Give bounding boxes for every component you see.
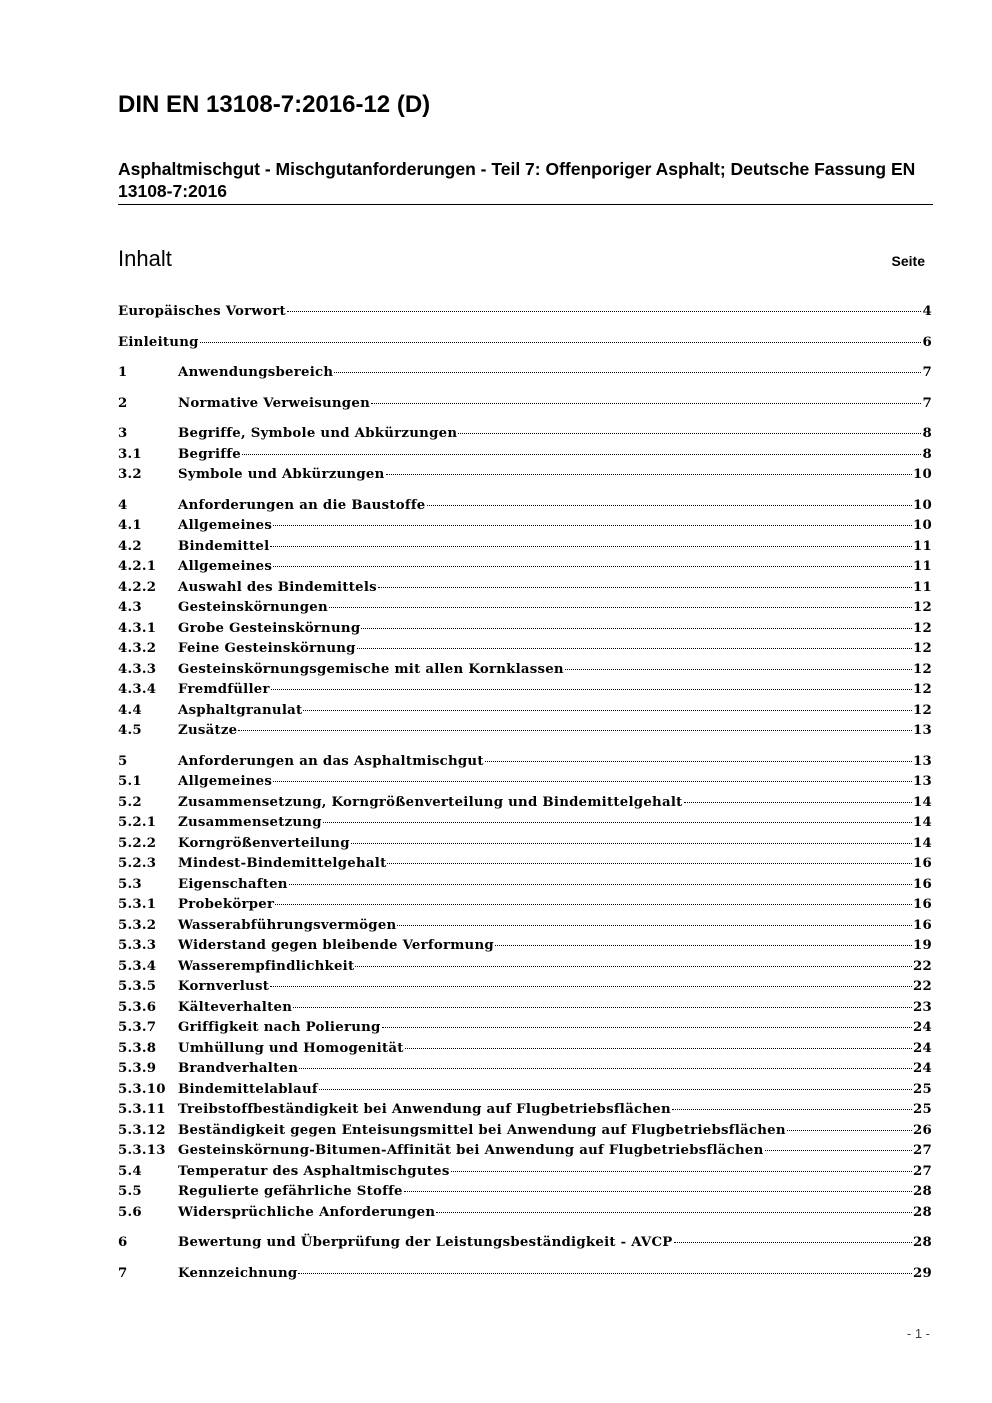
toc-entry-title: Beständigkeit gegen Enteisungsmittel bei Anwendung auf Flugbetriebsflächen [178, 1122, 786, 1138]
toc-entry-page: 8 [922, 446, 932, 462]
toc-entry[interactable] [118, 394, 932, 415]
toc-dot-leader [287, 310, 922, 312]
toc-dot-leader [672, 1108, 912, 1110]
toc-dot-leader [298, 1272, 912, 1274]
toc-entry-number: 5.2.1 [118, 815, 157, 830]
toc-entry[interactable] [118, 496, 932, 517]
toc-entry-number: 4.1 [118, 518, 142, 533]
toc-dot-leader [495, 944, 912, 946]
toc-dot-leader [200, 341, 922, 343]
toc-entry[interactable] [118, 701, 932, 722]
toc-entry-number: 5.3.1 [118, 897, 157, 912]
toc-entry-page: 24 [912, 1061, 932, 1076]
toc-entry[interactable] [118, 516, 932, 537]
toc-entry[interactable] [118, 721, 932, 742]
toc-entry[interactable] [118, 977, 932, 998]
toc-dot-leader [404, 1190, 912, 1192]
toc-entry-title: Feine Gesteinskörnung [178, 641, 356, 656]
toc-entry-page: 8 [922, 426, 932, 441]
toc-entry[interactable] [118, 1039, 932, 1060]
toc-dot-leader [485, 760, 912, 762]
toc-entry-number: 5.3.6 [118, 999, 157, 1015]
toc-dot-leader [299, 1067, 912, 1069]
toc-entry-page: 16 [912, 917, 932, 933]
toc-entry-page: 16 [912, 856, 932, 871]
toc-entry-number: 5.4 [118, 1163, 142, 1179]
toc-entry-title: Griffigkeit nach Polierung [178, 1020, 381, 1035]
toc-entry-title: Zusätze [178, 723, 238, 738]
toc-entry-page: 11 [912, 538, 932, 554]
toc-entry[interactable] [118, 660, 932, 681]
toc-dot-leader [273, 780, 912, 782]
toc-entry[interactable] [118, 1162, 932, 1183]
toc-entry-number: 5.3.9 [118, 1061, 157, 1076]
toc-dot-leader [458, 432, 921, 434]
toc-entry-title: Anforderungen an das Asphaltmischgut [178, 753, 484, 769]
toc-entry-page: 12 [912, 702, 932, 718]
toc-entry-number: 5.3 [118, 876, 142, 892]
toc-dot-leader [242, 453, 922, 455]
toc-entry-number: 5.3.2 [118, 917, 157, 933]
toc-entry-number: 6 [118, 1235, 128, 1250]
toc-entry-number: 5.3.12 [118, 1122, 166, 1138]
toc-entry[interactable] [118, 1018, 932, 1039]
toc-entry[interactable] [118, 916, 932, 937]
toc-entry-page: 10 [912, 467, 932, 482]
toc-entry[interactable] [118, 1100, 932, 1121]
toc-entry-number: 4 [118, 497, 128, 513]
toc-dot-leader [361, 627, 912, 629]
toc-entry-page: 7 [922, 365, 932, 380]
toc-entry[interactable] [118, 998, 932, 1019]
toc-entry-page: 14 [912, 815, 932, 830]
toc-dot-leader [273, 565, 912, 567]
toc-entry-page: 26 [912, 1122, 932, 1138]
toc-entry-page: 25 [912, 1081, 932, 1097]
toc-entry-number: 4.3 [118, 600, 142, 615]
toc-entry-page: 4 [922, 304, 932, 319]
page-number: - 1 - [906, 1326, 930, 1341]
toc-dot-leader [378, 586, 912, 588]
document-title: Asphaltmischgut - Mischgutanforderungen - Teil 7: Offenporiger Asphalt; Deutsche Fassung EN 13108-7:2016 [118, 158, 933, 205]
toc-entry[interactable] [118, 333, 932, 354]
toc-entry-page: 11 [912, 579, 932, 595]
toc-entry-page: 13 [912, 753, 932, 769]
toc-dot-leader [357, 647, 912, 649]
toc-entry-number: 5.3.3 [118, 938, 157, 953]
toc-dot-leader [684, 801, 912, 803]
toc-entry-page: 12 [912, 620, 932, 636]
toc-entry-title: Mindest-Bindemittelgehalt [178, 856, 387, 871]
toc-entry-number: 5.2.3 [118, 856, 157, 871]
toc-entry-page: 28 [912, 1184, 932, 1199]
toc-entry[interactable] [118, 793, 932, 814]
toc-entry-number: 5.1 [118, 774, 142, 789]
toc-entry[interactable] [118, 1264, 932, 1285]
toc-entry[interactable] [118, 302, 932, 323]
toc-entry-title: Umhüllung und Homogenität [178, 1040, 404, 1056]
toc-entry-title: Kennzeichnung [178, 1265, 298, 1281]
toc-entry[interactable] [118, 854, 932, 875]
toc-entry-title: Bindemittelablauf [178, 1081, 318, 1097]
toc-dot-leader [319, 1088, 912, 1090]
toc-entry[interactable] [118, 680, 932, 701]
document-id: DIN EN 13108-7:2016-12 (D) [118, 91, 431, 118]
toc-entry-page: 6 [922, 334, 932, 350]
toc-entry-page: 13 [912, 723, 932, 738]
toc-entry-page: 7 [922, 395, 932, 411]
toc-page-label: Seite [891, 253, 925, 269]
toc-entry-title: Zusammensetzung [178, 815, 322, 830]
toc-entry[interactable] [118, 598, 932, 619]
toc-entry-page: 24 [912, 1040, 932, 1056]
toc-entry[interactable] [118, 936, 932, 957]
toc-entry-title: Kälteverhalten [178, 999, 293, 1015]
toc-entry-page: 14 [912, 835, 932, 851]
toc-entry-number: 4.2.2 [118, 579, 157, 595]
toc-entry[interactable] [118, 834, 932, 855]
toc-dot-leader [451, 1170, 912, 1172]
toc-entry-number: 5.5 [118, 1184, 142, 1199]
toc-entry-title: Asphaltgranulat [178, 702, 303, 718]
toc-entry-number: 5.6 [118, 1204, 142, 1220]
toc-dot-leader [273, 524, 912, 526]
toc-dot-leader [382, 1026, 912, 1028]
toc-dot-leader [371, 402, 921, 404]
toc-entry-page: 22 [912, 979, 932, 994]
toc-entry-title: Widerstand gegen bleibende Verformung [178, 938, 494, 953]
toc-entry[interactable] [118, 772, 932, 793]
toc-entry-number: 7 [118, 1265, 128, 1281]
toc-entry-title: Begriffe, Symbole und Abkürzungen [178, 426, 458, 441]
toc-entry-number: 4.3.3 [118, 661, 157, 677]
toc-entry[interactable] [118, 557, 932, 578]
toc-dot-leader [674, 1241, 912, 1243]
toc-entry-title: Brandverhalten [178, 1061, 299, 1076]
toc-entry[interactable] [118, 1233, 932, 1254]
toc-entry-page: 23 [912, 999, 932, 1015]
toc-dot-leader [355, 965, 912, 967]
toc-entry-title: Wasserabführungsvermögen [178, 917, 397, 933]
toc-entry-page: 29 [912, 1265, 932, 1281]
toc-entry[interactable] [118, 1182, 932, 1203]
toc-entry-page: 28 [912, 1235, 932, 1250]
toc-entry-page: 10 [912, 497, 932, 513]
toc-entry-title: Anforderungen an die Baustoffe [178, 497, 426, 513]
toc-entry-title: Allgemeines [178, 518, 273, 533]
toc-entry-page: 22 [912, 958, 932, 974]
toc-dot-leader [289, 883, 912, 885]
toc-entry-number: 4.3.1 [118, 620, 157, 636]
toc-entry-number: 2 [118, 395, 128, 411]
toc-entry[interactable] [118, 957, 932, 978]
toc-entry-title: Wasserempfindlichkeit [178, 958, 355, 974]
toc-entry-title: Probekörper [178, 897, 275, 912]
toc-entry-title: Symbole und Abkürzungen [178, 467, 385, 482]
toc-entry-title: Grobe Gesteinskörnung [178, 620, 361, 636]
toc-entry-title: Normative Verweisungen [178, 395, 370, 411]
toc-entry-number: 4.3.4 [118, 682, 157, 697]
toc-dot-leader [323, 821, 912, 823]
toc-entry-title: Allgemeines [178, 559, 273, 574]
toc-entry-page: 19 [912, 938, 932, 953]
toc-entry[interactable] [118, 578, 932, 599]
toc-heading: Inhalt [118, 246, 172, 271]
toc-entry-page: 13 [912, 774, 932, 789]
toc-dot-leader [270, 985, 912, 987]
toc-entry[interactable] [118, 619, 932, 640]
toc-entry-title: Europäisches Vorwort [118, 304, 286, 319]
toc-entry-page: 12 [912, 661, 932, 677]
toc-dot-leader [427, 504, 912, 506]
toc-entry[interactable] [118, 363, 932, 384]
toc-entry-number: 5.3.10 [118, 1081, 166, 1097]
toc-entry-page: 16 [912, 876, 932, 892]
toc-entry-title: Anwendungsbereich [178, 365, 334, 380]
toc-entry-page: 16 [912, 897, 932, 912]
toc-entry[interactable] [118, 752, 932, 773]
toc-entry[interactable] [118, 1059, 932, 1080]
toc-dot-leader [386, 473, 912, 475]
toc-entry[interactable] [118, 537, 932, 558]
toc-dot-leader [436, 1211, 912, 1213]
toc-dot-leader [303, 709, 912, 711]
toc-entry-page: 14 [912, 794, 932, 810]
toc-entry-number: 3 [118, 426, 128, 441]
toc-dot-leader [405, 1047, 912, 1049]
table-of-contents [118, 302, 932, 1284]
toc-entry-page: 24 [912, 1020, 932, 1035]
toc-entry-title: Widersprüchliche Anforderungen [178, 1204, 436, 1220]
toc-entry-page: 12 [912, 600, 932, 615]
toc-entry[interactable] [118, 465, 932, 486]
toc-entry-number: 5.3.11 [118, 1102, 166, 1117]
toc-entry-page: 10 [912, 518, 932, 533]
toc-entry-number: 5.2.2 [118, 835, 157, 851]
toc-entry-page: 28 [912, 1204, 932, 1220]
toc-entry-number: 4.2 [118, 538, 142, 554]
toc-entry[interactable] [118, 1203, 932, 1224]
toc-entry-page: 11 [912, 559, 932, 574]
toc-entry-title: Regulierte gefährliche Stoffe [178, 1184, 403, 1199]
toc-dot-leader [787, 1129, 912, 1131]
toc-entry-title: Zusammensetzung, Korngrößenverteilung und Bindemittelgehalt [178, 794, 683, 810]
toc-entry-page: 27 [912, 1163, 932, 1179]
toc-dot-leader [565, 668, 912, 670]
toc-entry-page: 12 [912, 641, 932, 656]
toc-dot-leader [351, 842, 912, 844]
toc-entry-number: 5.3.4 [118, 958, 157, 974]
toc-entry-number: 5.3.5 [118, 979, 157, 994]
toc-entry-title: Korngrößenverteilung [178, 835, 350, 851]
toc-dot-leader [293, 1006, 912, 1008]
toc-entry-page: 12 [912, 682, 932, 697]
toc-entry-number: 5.3.8 [118, 1040, 157, 1056]
toc-dot-leader [334, 371, 921, 373]
toc-entry-title: Fremdfüller [178, 682, 270, 697]
toc-dot-leader [271, 688, 912, 690]
toc-entry[interactable] [118, 424, 932, 445]
toc-entry-number: 4.5 [118, 723, 142, 738]
toc-entry-number: 5 [118, 753, 128, 769]
toc-dot-leader [329, 606, 912, 608]
toc-dot-leader [275, 903, 912, 905]
toc-entry-page: 27 [912, 1143, 932, 1158]
toc-entry-title: Bindemittel [178, 538, 270, 554]
toc-entry-number: 3.2 [118, 467, 142, 482]
toc-entry-title: Treibstoffbeständigkeit bei Anwendung auf Flugbetriebsflächen [178, 1102, 671, 1117]
toc-entry-title: Gesteinskörnung-Bitumen-Affinität bei Anwendung auf Flugbetriebsflächen [178, 1143, 764, 1158]
toc-dot-leader [238, 729, 912, 731]
toc-entry-title: Begriffe [178, 446, 241, 462]
toc-entry-number: 3.1 [118, 446, 142, 462]
toc-entry-number: 4.2.1 [118, 559, 157, 574]
toc-entry[interactable] [118, 895, 932, 916]
toc-dot-leader [387, 862, 912, 864]
toc-entry-title: Gesteinskörnungen [178, 600, 328, 615]
toc-entry-number: 1 [118, 365, 128, 380]
toc-entry[interactable] [118, 445, 932, 466]
toc-entry[interactable] [118, 875, 932, 896]
toc-dot-leader [397, 924, 912, 926]
toc-entry-title: Allgemeines [178, 774, 273, 789]
toc-entry-title: Gesteinskörnungsgemische mit allen Kornklassen [178, 661, 564, 677]
toc-entry-number: 5.2 [118, 794, 142, 810]
toc-entry-number: 4.3.2 [118, 641, 157, 656]
toc-entry[interactable] [118, 1141, 932, 1162]
toc-entry[interactable] [118, 813, 932, 834]
toc-entry-title: Bewertung und Überprüfung der Leistungsbeständigkeit - AVCP [178, 1235, 673, 1250]
toc-entry[interactable] [118, 639, 932, 660]
toc-entry[interactable] [118, 1121, 932, 1142]
toc-entry-title: Temperatur des Asphaltmischgutes [178, 1163, 450, 1179]
toc-entry-number: 5.3.13 [118, 1143, 166, 1158]
toc-entry-page: 25 [912, 1102, 932, 1117]
toc-entry-title: Kornverlust [178, 979, 270, 994]
toc-entry-number: 5.3.7 [118, 1020, 157, 1035]
toc-dot-leader [765, 1149, 912, 1151]
toc-entry-title: Auswahl des Bindemittels [178, 579, 377, 595]
toc-entry-title: Eigenschaften [178, 876, 288, 892]
toc-entry-number: 4.4 [118, 702, 142, 718]
toc-dot-leader [270, 545, 912, 547]
toc-entry[interactable] [118, 1080, 932, 1101]
toc-entry-title: Einleitung [118, 334, 199, 350]
